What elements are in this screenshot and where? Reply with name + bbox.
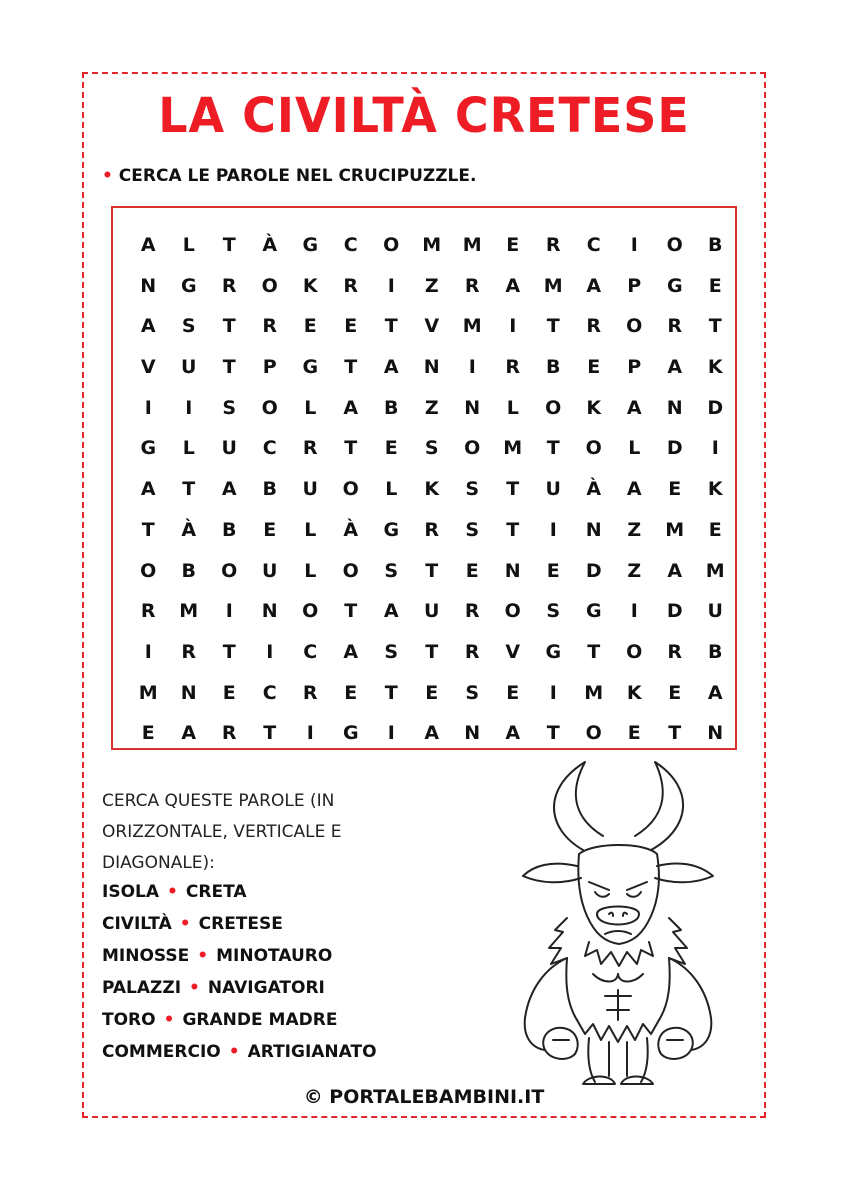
grid-letter: I (306, 722, 314, 745)
grid-letter: O (464, 437, 481, 460)
grid-letter: R (302, 681, 318, 704)
grid-letter: O (342, 559, 359, 582)
grid-letter: À (586, 478, 602, 501)
grid-letter: T (668, 722, 682, 745)
word-list-line (102, 940, 377, 972)
word-item: MINOTAURO (216, 946, 333, 966)
grid-letter: A (140, 478, 156, 501)
grid-letter: O (383, 234, 400, 256)
grid-letter: M (179, 600, 199, 623)
grid-letter: M (503, 437, 523, 460)
grid-letter: R (221, 722, 237, 745)
grid-letter: E (384, 437, 398, 460)
grid-letter: E (465, 559, 479, 582)
grid-letter: S (181, 315, 196, 338)
grid-letter: E (506, 681, 520, 704)
word-search-grid (138, 234, 750, 765)
grid-letter: T (222, 640, 236, 663)
grid-letter: M (665, 518, 685, 541)
grid-letter: A (140, 315, 156, 338)
grid-letter: N (585, 518, 602, 541)
grid-letter: B (262, 478, 277, 501)
grid-letter: T (546, 722, 560, 745)
grid-letter: D (666, 437, 683, 460)
grid-letter: Z (424, 274, 439, 297)
grid-letter: T (425, 640, 439, 663)
grid-letter: P (627, 356, 642, 379)
grid-letter: T (263, 722, 277, 745)
grid-letter: G (666, 274, 683, 297)
grid-letter: T (506, 518, 520, 541)
word-item: CIVILTÀ (102, 914, 172, 934)
grid-letter: O (221, 559, 238, 582)
word-list-line (102, 908, 377, 940)
grid-letter: R (505, 356, 521, 379)
grid-letter: Z (424, 396, 439, 419)
grid-letter: T (546, 315, 560, 338)
grid-letter: A (626, 396, 642, 419)
word-list-line (102, 972, 377, 1004)
grid-letter: T (506, 478, 520, 501)
grid-letter: R (464, 640, 480, 663)
grid-letter: A (626, 478, 642, 501)
grid-letter: D (585, 559, 602, 582)
grid-letter: B (708, 234, 723, 256)
grid-letter: C (586, 234, 601, 256)
grid-letter: I (387, 722, 395, 745)
grid-letter: O (302, 600, 319, 623)
grid-letter: U (181, 356, 197, 379)
grid-letter: O (261, 396, 278, 419)
grid-letter: E (344, 315, 358, 338)
bullet-icon: • (228, 1042, 240, 1062)
grid-letter: N (180, 681, 197, 704)
grid-letter: M (422, 234, 442, 256)
grid-letter: L (628, 437, 641, 460)
grid-letter: U (302, 478, 318, 501)
grid-letter: T (587, 640, 601, 663)
grid-letter: I (144, 396, 152, 419)
word-item: CRETA (185, 882, 247, 902)
grid-letter: E (222, 681, 236, 704)
grid-letter: V (424, 315, 440, 338)
grid-letter: R (424, 518, 440, 541)
grid-letter: S (222, 396, 237, 419)
words-intro: CERCA QUESTE PAROLE (IN ORIZZONTALE, VERTICALE E DIAGONALE): (102, 791, 342, 873)
word-list-line (102, 1036, 377, 1068)
grid-letter: R (464, 274, 480, 297)
grid-letter: T (384, 681, 398, 704)
grid-letter: T (344, 437, 358, 460)
grid-letter: Z (627, 518, 642, 541)
grid-letter: L (506, 396, 519, 419)
grid-letter: G (383, 518, 400, 541)
grid-letter: L (304, 396, 317, 419)
grid-letter: A (667, 559, 683, 582)
grid-letter: S (384, 640, 399, 663)
grid-letter: T (222, 315, 236, 338)
grid-letter: À (181, 518, 197, 541)
grid-letter: U (545, 478, 561, 501)
grid-letter: L (385, 478, 398, 501)
grid-letter: L (304, 518, 317, 541)
grid-letter: K (707, 356, 723, 379)
grid-letter: I (509, 315, 517, 338)
grid-letter: E (425, 681, 439, 704)
grid-letter: K (302, 274, 318, 297)
grid-letter: M (705, 559, 725, 582)
grid-letter: U (707, 600, 723, 623)
grid-letter: S (424, 437, 439, 460)
grid-letter: R (343, 274, 359, 297)
grid-letter: S (465, 681, 480, 704)
grid-letter: G (585, 600, 602, 623)
grid-letter: P (262, 356, 277, 379)
grid-letter: U (221, 437, 237, 460)
grid-letter: I (549, 681, 557, 704)
page-title: LA CIVILTÀ CRETESE (158, 86, 690, 144)
grid-letter: S (465, 478, 480, 501)
grid-letter: R (545, 234, 561, 256)
grid-letter: I (468, 356, 476, 379)
grid-letter: B (222, 518, 237, 541)
grid-letter: C (343, 234, 358, 256)
grid-letter: O (504, 600, 521, 623)
instruction (102, 166, 476, 186)
grid-letter: A (667, 356, 683, 379)
grid-letter: A (505, 274, 521, 297)
grid-letter: M (543, 274, 563, 297)
grid-letter: O (666, 234, 683, 256)
grid-letter: N (666, 396, 683, 419)
minotaur-bull-coloring-icon (505, 758, 735, 1088)
grid-letter: O (342, 478, 359, 501)
grid-letter: A (140, 234, 156, 256)
grid-letter: I (225, 600, 233, 623)
word-item: NAVIGATORI (207, 978, 325, 998)
grid-letter: D (666, 600, 683, 623)
grid-letter: T (425, 559, 439, 582)
grid-letter: E (303, 315, 317, 338)
word-item: PALAZZI (102, 978, 182, 998)
grid-letter: N (423, 356, 440, 379)
word-list-line (102, 1004, 377, 1036)
grid-letter: E (668, 681, 682, 704)
grid-letter: T (222, 234, 236, 256)
grid-letter: À (262, 234, 278, 256)
grid-letter: L (182, 234, 195, 256)
grid-letter: K (707, 478, 723, 501)
grid-letter: R (302, 437, 318, 460)
grid-letter: G (342, 722, 359, 745)
grid-letter: U (424, 600, 440, 623)
grid-letter: O (140, 559, 157, 582)
grid-letter: E (506, 234, 520, 256)
grid-letter: L (182, 437, 195, 460)
grid-letter: T (546, 437, 560, 460)
grid-letter: O (626, 315, 643, 338)
bullet-icon: • (163, 1010, 175, 1030)
grid-letter: R (181, 640, 197, 663)
grid-letter: T (344, 356, 358, 379)
grid-letter: Z (627, 559, 642, 582)
grid-letter: B (708, 640, 723, 663)
grid-letter: O (545, 396, 562, 419)
grid-letter: S (465, 518, 480, 541)
grid-letter: N (140, 274, 157, 297)
grid-letter: N (707, 722, 724, 745)
grid-letter: R (140, 600, 156, 623)
grid-letter: N (261, 600, 278, 623)
grid-letter: B (384, 396, 399, 419)
grid-letter: T (344, 600, 358, 623)
grid-letter: O (585, 722, 602, 745)
grid-letter: E (627, 722, 641, 745)
bullet-icon: • (179, 914, 191, 934)
grid-letter: O (626, 640, 643, 663)
grid-letter: I (185, 396, 193, 419)
grid-letter: R (464, 600, 480, 623)
grid-letter: I (387, 274, 395, 297)
grid-letter: B (181, 559, 196, 582)
grid-letter: U (262, 559, 278, 582)
word-item: ARTIGIANATO (247, 1042, 377, 1062)
grid-letter: E (344, 681, 358, 704)
grid-letter: N (504, 559, 521, 582)
word-list (102, 876, 377, 1068)
grid-letter: C (303, 640, 318, 663)
grid-letter: T (708, 315, 722, 338)
grid-letter: E (546, 559, 560, 582)
grid-letter: A (181, 722, 197, 745)
grid-letter: R (586, 315, 602, 338)
grid-letter: R (221, 274, 237, 297)
grid-letter: L (304, 559, 317, 582)
word-item: ISOLA (102, 882, 160, 902)
grid-letter: S (384, 559, 399, 582)
grid-letter: V (505, 640, 521, 663)
grid-letter: R (667, 640, 683, 663)
grid-letter: K (586, 396, 602, 419)
bullet-icon: • (102, 166, 113, 186)
grid-letter: R (667, 315, 683, 338)
grid-letter: E (587, 356, 601, 379)
grid-letter: I (630, 600, 638, 623)
word-item: MINOSSE (102, 946, 190, 966)
grid-letter: E (708, 518, 722, 541)
grid-letter: T (384, 315, 398, 338)
grid-letter: C (262, 437, 277, 460)
word-item: GRANDE MADRE (182, 1010, 338, 1030)
grid-letter: T (182, 478, 196, 501)
bullet-icon: • (189, 978, 200, 998)
grid-letter: A (221, 478, 237, 501)
grid-letter: E (708, 274, 722, 297)
word-item: TORO (102, 1010, 156, 1030)
grid-letter: P (627, 274, 642, 297)
grid-letter: K (626, 681, 642, 704)
grid-letter: O (261, 274, 278, 297)
grid-letter: N (464, 722, 481, 745)
grid-letter: O (585, 437, 602, 460)
grid-letter: G (180, 274, 197, 297)
grid-letter: A (586, 274, 602, 297)
grid-letter: I (630, 234, 638, 256)
grid-letter: T (141, 518, 155, 541)
grid-letter: A (383, 356, 399, 379)
grid-letter: M (462, 234, 482, 256)
grid-letter: C (262, 681, 277, 704)
grid-letter: A (424, 722, 440, 745)
grid-letter: G (302, 234, 319, 256)
grid-letter: V (140, 356, 156, 379)
bullet-icon: • (167, 882, 178, 902)
grid-letter: E (141, 722, 155, 745)
grid-letter: A (383, 600, 399, 623)
instruction-text: CERCA LE PAROLE NEL CRUCIPUZZLE. (118, 166, 477, 186)
word-item: CRETESE (198, 914, 283, 934)
grid-letter: M (138, 681, 158, 704)
grid-letter: M (584, 681, 604, 704)
grid-letter: S (546, 600, 561, 623)
grid-letter: À (343, 518, 359, 541)
grid-letter: I (144, 640, 152, 663)
grid-letter: K (424, 478, 440, 501)
grid-letter: G (140, 437, 157, 460)
grid-letter: G (545, 640, 562, 663)
grid-letter: E (263, 518, 277, 541)
grid-letter: A (343, 640, 359, 663)
grid-letter: A (707, 681, 723, 704)
grid-letter: I (266, 640, 274, 663)
word-item: COMMERCIO (102, 1042, 221, 1062)
grid-letter: G (302, 356, 319, 379)
grid-letter: D (707, 396, 724, 419)
grid-letter: N (464, 396, 481, 419)
grid-letter: A (505, 722, 521, 745)
grid-letter: T (222, 356, 236, 379)
grid-letter: I (549, 518, 557, 541)
grid-letter: B (546, 356, 561, 379)
footer-copyright: © PORTALEBAMBINI.IT (303, 1086, 545, 1108)
word-list-line (102, 876, 377, 908)
grid-letter: E (668, 478, 682, 501)
grid-letter: R (262, 315, 278, 338)
grid-letter: M (462, 315, 482, 338)
bullet-icon: • (197, 946, 209, 966)
grid-letter: I (711, 437, 719, 460)
grid-letter: A (343, 396, 359, 419)
